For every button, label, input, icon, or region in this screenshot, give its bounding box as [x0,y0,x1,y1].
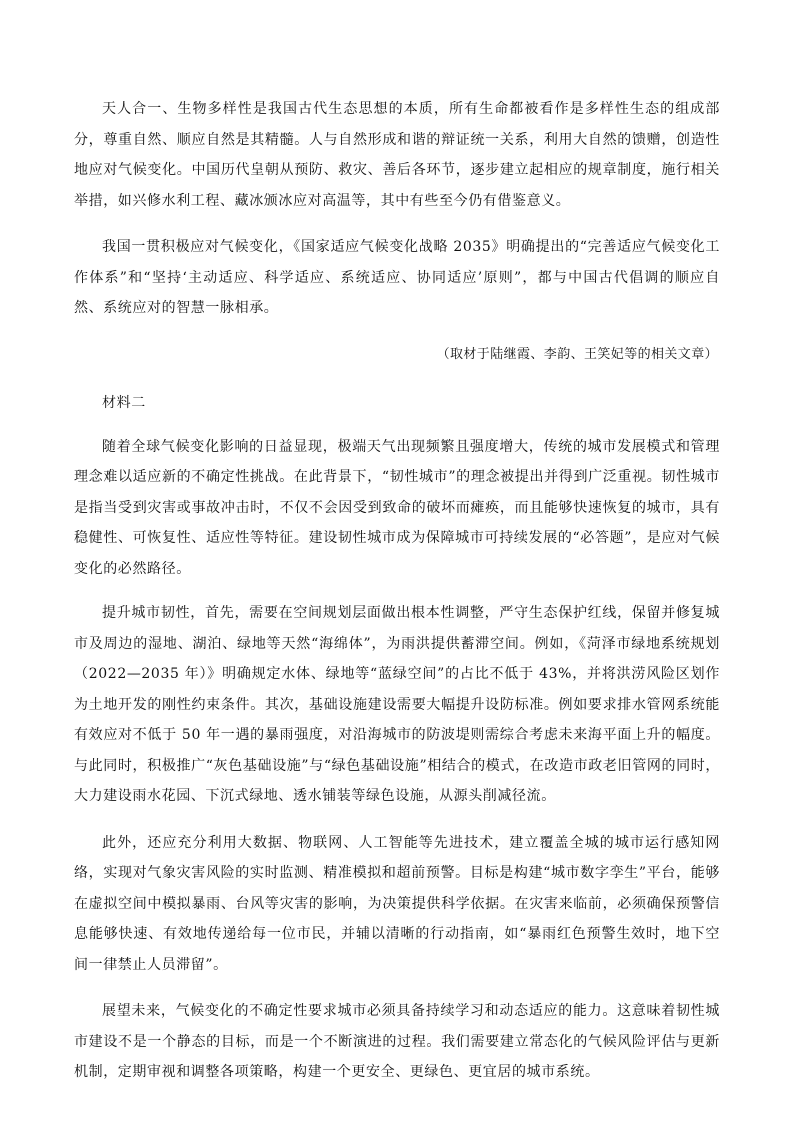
paragraph-outlook: 展望未来，气候变化的不确定性要求城市必须具备持续学习和动态适应的能力。这意味着韧性城市建设不是一个静态的目标，而是一个不断演进的过程。我们需要建立常态化的气候风险评估与更新机制，定期审视和调整各项策略，构建一个更安全、更绿色、更宜居的城市系统。 [74,1003,720,1080]
section-heading-material-2: 材料二 [102,394,146,411]
paragraph-resilient-city-intro: 随着全球气候变化影响的日益显现，极端天气出现频繁且强度增大，传统的城市发展模式和管理理念难以适应新的不确定性挑战。在此背景下，“韧性城市”的理念被提出并得到广泛重视。韧性城市是指当受到灾害或事故冲击时，不仅不会因受到致命的破坏而瘫痪，而且能够快速恢复的城市，具有稳健性、可恢复性、适应性等特征。建设韧性城市成为保障城市可持续发展的“必答题”，是应对气候变化的必然路径。 [74,438,720,577]
source-citation: （取材于陆继霞、李韵、王笑妃等的相关文章） [436,346,718,362]
paragraph-national-strategy: 我国一贯积极应对气候变化，《国家适应气候变化战略 2035》明确提出的“完善适应气候变化工作体系”和“坚持‘主动适应、科学适应、系统适应、协同适应’原则”，都与中国古代倡调的顺应自然、系统应对的智慧一脉相承。 [74,239,720,316]
paragraph-technology-warning: 此外，还应充分利用大数据、物联网、人工智能等先进技术，建立覆盖全城的城市运行感知网络，实现对气象灾害风险的实时监测、精准模拟和超前预警。目标是构建“城市数字孪生”平台，能够在虚拟空间中模拟暴雨、台风等灾害的影响，为决策提供科学依据。在灾害来临前，必须确保预警信息能够快速、有效地传递给每一位市民，并辅以清晰的行动指南，如“暴雨红色预警生效时，地下空间一律禁止人员滞留”。 [74,834,720,973]
document-page [74,94,720,1088]
paragraph-spatial-planning: 提升城市韧性，首先，需要在空间规划层面做出根本性调整，严守生态保护红线，保留并修复城市及周边的湿地、湖泊、绿地等天然“海绵体”，为雨洪提供蓄滞空间。例如，《菏泽市绿地系统规划（2022—2035 年）》明确规定水体、绿地等“蓝绿空间”的占比不低于 43%，并将洪涝风险区划作为土地开发的刚性约束条件。其次，基础设施建设需要大幅提升设防标准。例如要求排水管网系统能有效应对不低于 50 年一遇的暴雨强度，对沿海城市的防波堤则需综合考虑未来海平面上升的幅度。与此同时，积极推广“灰色基础设施”与“绿色基础设施”相结合的模式，在改造市政老旧管网的同时，大力建设雨水花园、下沉式绿地、透水铺装等绿色设施，从源头削减径流。 [74,605,720,804]
paragraph-ancient-ecology: 天人合一、生物多样性是我国古代生态思想的本质，所有生命都被看作是多样性生态的组成部分，尊重自然、顺应自然是其精髓。人与自然形成和谐的辩证统一关系，利用大自然的馈赠，创造性地应对气候变化。中国历代皇朝从预防、救灾、善后各环节，逐步建立起相应的规章制度，施行相关举措，如兴修水利工程、藏冰颁冰应对高温等，其中有些至今仍有借鉴意义。 [74,101,720,209]
